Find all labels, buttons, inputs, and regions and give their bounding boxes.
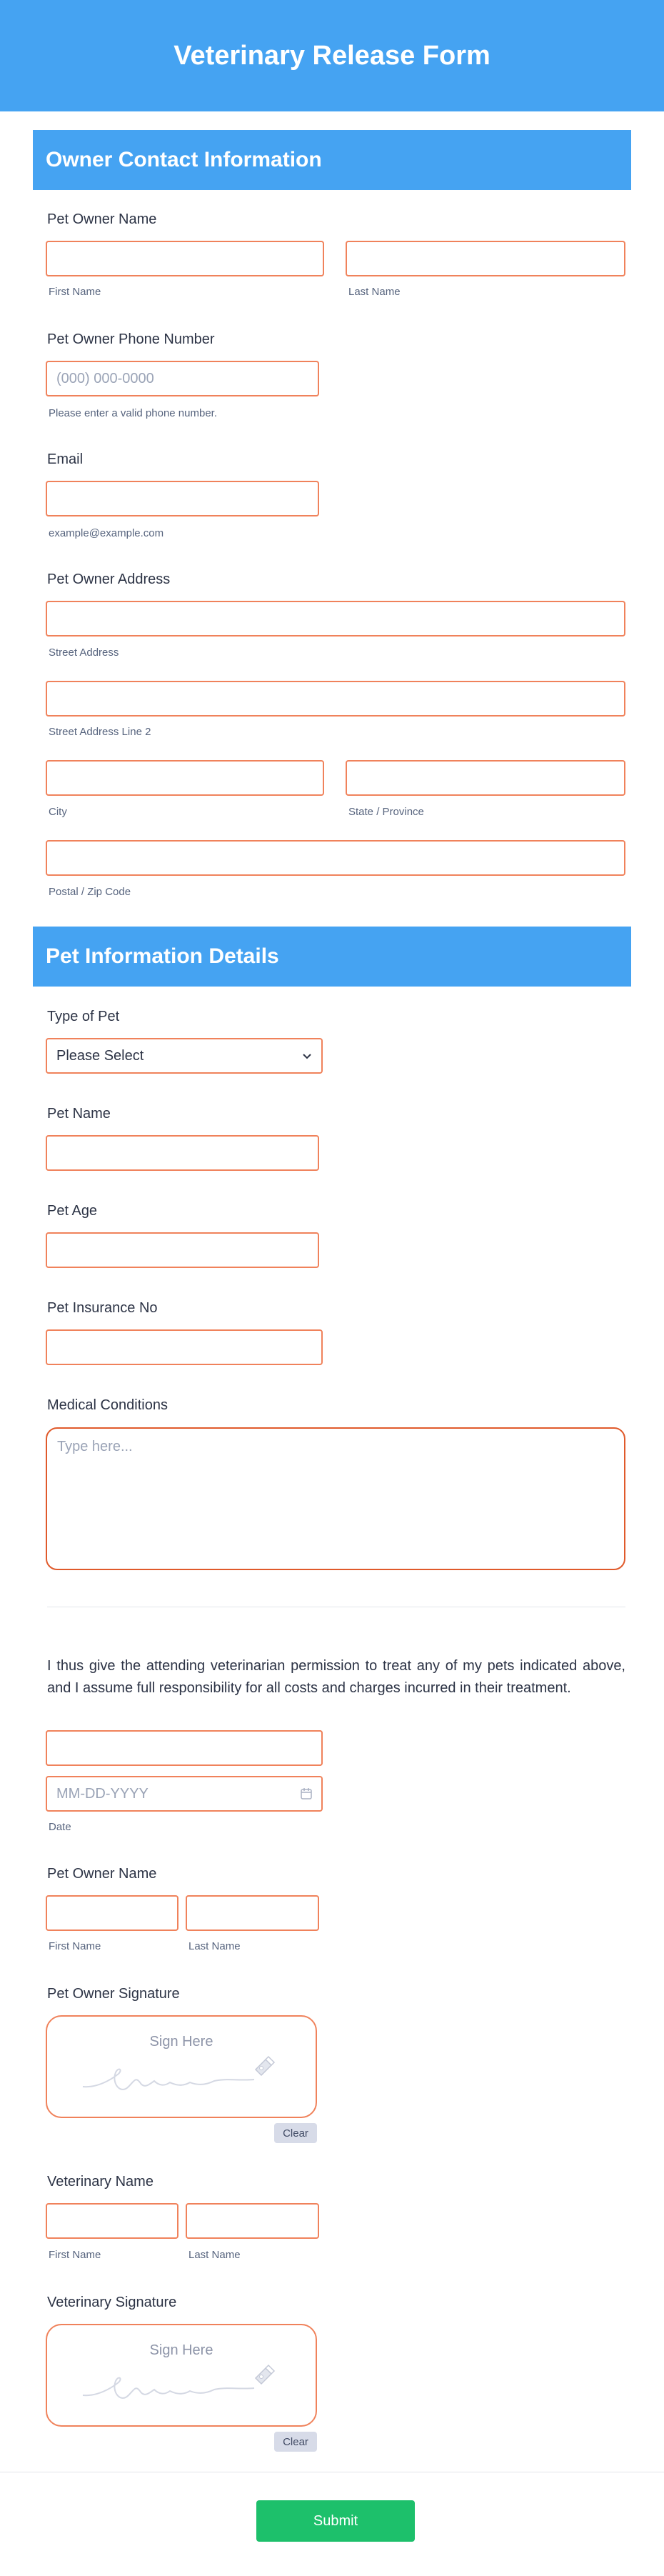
pet-type-label: Type of Pet bbox=[47, 1009, 120, 1024]
medical-conditions-textarea[interactable] bbox=[46, 1427, 625, 1570]
date-sublabel: Date bbox=[49, 1821, 71, 1833]
vet-signature-pad[interactable] bbox=[46, 2324, 317, 2427]
email-label: Email bbox=[47, 451, 84, 467]
phone-label: Pet Owner Phone Number bbox=[47, 331, 215, 347]
date-field[interactable] bbox=[46, 1776, 323, 1812]
chevron-down-icon bbox=[301, 1050, 313, 1062]
state-sublabel: State / Province bbox=[348, 806, 424, 818]
owner-section-header bbox=[33, 130, 631, 190]
pet-age-input[interactable] bbox=[46, 1232, 319, 1268]
pet-type-select[interactable] bbox=[46, 1038, 323, 1074]
owner-section-title: Owner Contact Information bbox=[46, 148, 322, 171]
state-input[interactable] bbox=[346, 760, 625, 796]
pet-name-input[interactable] bbox=[46, 1135, 319, 1171]
address-label: Pet Owner Address bbox=[47, 571, 171, 587]
street-address-line2-sublabel: Street Address Line 2 bbox=[49, 726, 151, 738]
form-title: Veterinary Release Form bbox=[173, 40, 491, 71]
owner-last-name-sublabel: Last Name bbox=[348, 286, 401, 298]
pet-section-title: Pet Information Details bbox=[46, 944, 279, 968]
phone-hint: Please enter a valid phone number. bbox=[49, 407, 217, 419]
owner-name2-last-input[interactable] bbox=[186, 1895, 319, 1931]
date-input[interactable] bbox=[46, 1730, 323, 1766]
consent-text: I thus give the attending veterinarian permission to treat any of my pets indicated above, and I assume full responsibility for all costs and charges incurred in their treatment. bbox=[47, 1658, 625, 1696]
vet-name-label: Veterinary Name bbox=[47, 2174, 154, 2190]
postal-code-sublabel: Postal / Zip Code bbox=[49, 886, 131, 898]
signature-squiggle-icon bbox=[76, 2045, 304, 2102]
medical-conditions-label: Medical Conditions bbox=[47, 1397, 168, 1413]
owner-first-name-sublabel: First Name bbox=[49, 286, 101, 298]
vet-signature-label: Veterinary Signature bbox=[47, 2295, 177, 2310]
pet-name-label: Pet Name bbox=[47, 1106, 111, 1122]
submit-button[interactable]: Submit bbox=[256, 2500, 415, 2542]
owner-signature-label: Pet Owner Signature bbox=[47, 1986, 180, 2002]
owner-last-name-input[interactable] bbox=[346, 241, 625, 276]
street-address-sublabel: Street Address bbox=[49, 647, 119, 659]
phone-placeholder: (000) 000-0000 bbox=[56, 370, 154, 386]
owner-name-label: Pet Owner Name bbox=[47, 211, 157, 227]
postal-code-input[interactable] bbox=[46, 840, 625, 876]
owner-first-name-input[interactable] bbox=[46, 241, 324, 276]
signature-squiggle-icon bbox=[76, 2354, 304, 2411]
pet-insurance-label: Pet Insurance No bbox=[47, 1300, 158, 1316]
pet-section-header bbox=[33, 927, 631, 987]
pet-age-label: Pet Age bbox=[47, 1203, 98, 1219]
city-sublabel: City bbox=[49, 806, 67, 818]
owner-name2-last-sublabel: Last Name bbox=[188, 1940, 241, 1952]
vet-signature-clear-button[interactable]: Clear bbox=[274, 2432, 317, 2452]
form-header bbox=[0, 0, 664, 111]
date-placeholder: MM-DD-YYYY bbox=[56, 1785, 149, 1802]
city-input[interactable] bbox=[46, 760, 324, 796]
pet-type-selected: Please Select bbox=[56, 1047, 144, 1064]
owner-signature-pad[interactable] bbox=[46, 2015, 317, 2118]
email-input[interactable] bbox=[46, 481, 319, 516]
pet-insurance-input[interactable] bbox=[46, 1329, 323, 1365]
phone-input[interactable] bbox=[46, 361, 319, 396]
street-address-line2-input[interactable] bbox=[46, 681, 625, 717]
vet-first-name-sublabel: First Name bbox=[49, 2249, 101, 2261]
street-address-input[interactable] bbox=[46, 601, 625, 636]
owner-name2-first-input[interactable] bbox=[46, 1895, 178, 1931]
owner-signature-clear-button[interactable]: Clear bbox=[274, 2123, 317, 2143]
medical-conditions-placeholder: Type here... bbox=[57, 1439, 133, 1454]
vet-last-name-sublabel: Last Name bbox=[188, 2249, 241, 2261]
vet-first-name-input[interactable] bbox=[46, 2203, 178, 2239]
email-hint: example@example.com bbox=[49, 527, 164, 539]
owner-sign-here-text: Sign Here bbox=[149, 2034, 213, 2050]
owner-name2-label: Pet Owner Name bbox=[47, 1866, 157, 1882]
calendar-icon[interactable] bbox=[300, 1787, 313, 1800]
owner-name2-first-sublabel: First Name bbox=[49, 1940, 101, 1952]
vet-last-name-input[interactable] bbox=[186, 2203, 319, 2239]
vet-sign-here-text: Sign Here bbox=[149, 2342, 213, 2358]
